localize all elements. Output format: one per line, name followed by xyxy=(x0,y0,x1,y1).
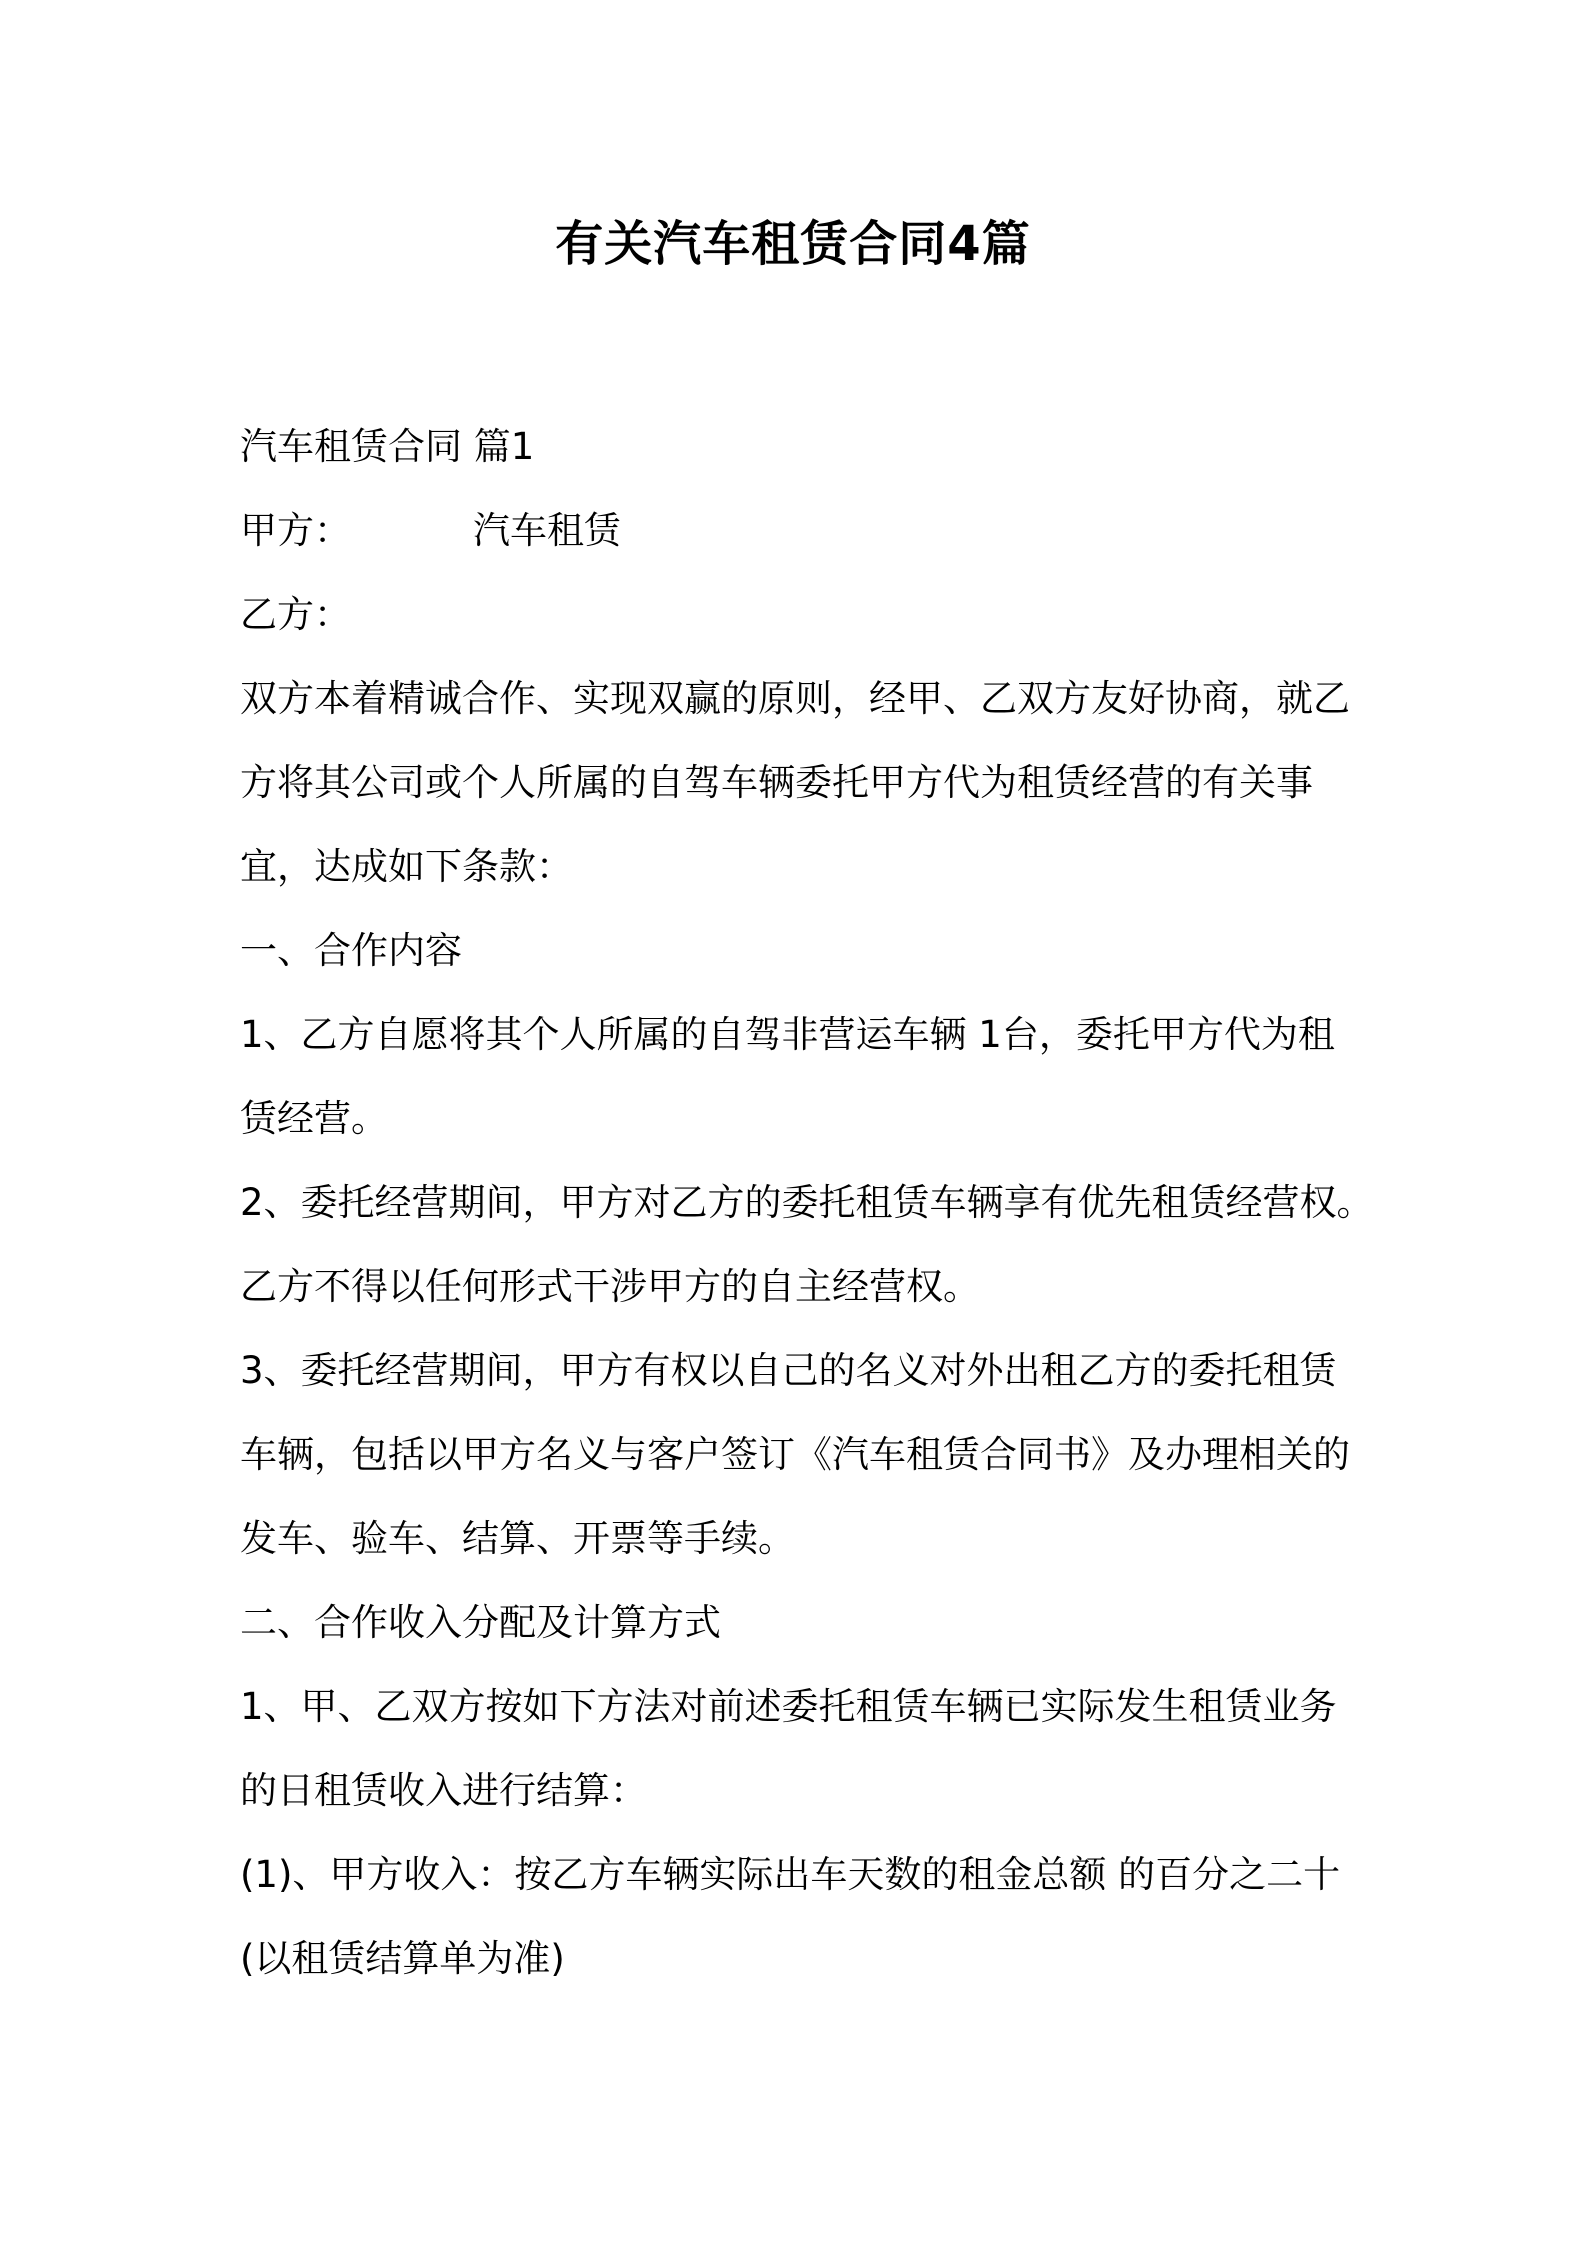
section-heading: 二、合作收入分配及计算方式 xyxy=(240,1601,721,1644)
section-title: 汽车租赁合同 篇1 xyxy=(240,425,535,468)
paragraph-line: 1、乙方自愿将其个人所属的自驾非营运车辆 1台，委托甲方代为租 xyxy=(240,1013,1335,1056)
party-b-label: 乙方： xyxy=(240,593,351,636)
paragraph-line: (以租赁结算单为准) xyxy=(240,1937,565,1980)
paragraph-line: 3、委托经营期间，甲方有权以自己的名义对外出租乙方的委托租赁 xyxy=(240,1349,1337,1392)
party-a-label: 甲方： xyxy=(240,509,351,552)
document-body xyxy=(240,405,1374,2001)
paragraph-line: 乙方不得以任何形式干涉甲方的自主经营权。 xyxy=(240,1265,980,1308)
paragraph-line: 的日租赁收入进行结算： xyxy=(240,1769,647,1812)
paragraph-line: 发车、验车、结算、开票等手续。 xyxy=(240,1517,795,1560)
paragraph-line: 宜，达成如下条款： xyxy=(240,845,573,888)
paragraph-line: (1)、甲方收入：按乙方车辆实际出车天数的租金总额 的百分之二十 xyxy=(240,1853,1341,1896)
paragraph-line: 赁经营。 xyxy=(240,1097,388,1140)
party-a-value: 汽车租赁 xyxy=(473,509,621,552)
paragraph-line: 1、甲、乙双方按如下方法对前述委托租赁车辆已实际发生租赁业务 xyxy=(240,1685,1337,1728)
paragraph-line: 方将其公司或个人所属的自驾车辆委托甲方代为租赁经营的有关事 xyxy=(240,761,1313,804)
paragraph-line: 双方本着精诚合作、实现双赢的原则，经甲、乙双方友好协商，就乙 xyxy=(240,677,1350,720)
paragraph-line: 2、委托经营期间，甲方对乙方的委托租赁车辆享有优先租赁经营权。 xyxy=(240,1181,1374,1224)
paragraph-line: 车辆，包括以甲方名义与客户签订《汽车租赁合同书》及办理相关的 xyxy=(240,1433,1350,1476)
section-heading: 一、合作内容 xyxy=(240,929,462,972)
party-a-line xyxy=(240,489,1370,573)
party-b-line xyxy=(240,573,1370,657)
document-title: 有关汽车租赁合同4篇 xyxy=(555,216,1031,272)
